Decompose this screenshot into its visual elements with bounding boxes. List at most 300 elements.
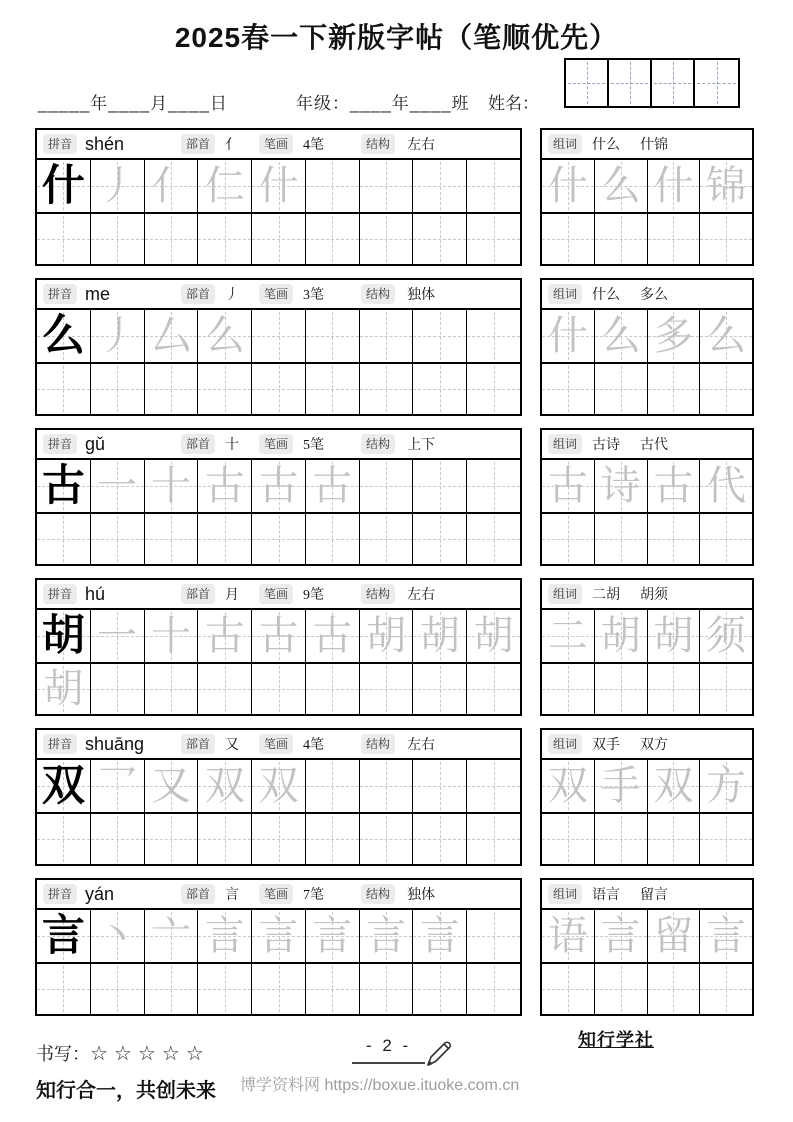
practice-cell [306,310,360,362]
practice-cell [467,364,520,414]
words-label: 组词 [548,134,582,154]
practice-cell [467,214,520,264]
words-label: 组词 [548,284,582,304]
practice-cell [542,610,595,662]
pinyin-label: 拼音 [43,284,77,304]
character-section [35,578,793,716]
practice-cell [37,514,91,564]
word-guide-row [542,160,752,212]
practice-cell [542,460,595,512]
practice-cell [252,814,306,864]
practice-cell [542,814,595,864]
practice-cell [542,760,595,812]
guide-character: 十 [150,613,191,658]
practice-cell [595,664,648,714]
guide-character: 言 [258,913,299,958]
pinyin-value: me [85,283,111,304]
guide-character: 胡 [419,613,460,658]
practice-cell [360,964,414,1014]
main-character: 胡 [41,612,85,660]
word-item: 留言 [640,888,669,903]
guide-character: 么 [204,313,245,358]
practice-cell [91,160,145,212]
main-character: 双 [41,762,85,810]
practice-cell [145,214,199,264]
practice-cell [91,610,145,662]
pinyin-label: 拼音 [43,434,77,454]
footer-slogan: 知行合一，共创未来 [36,1080,216,1102]
guide-character: 胡 [473,613,514,658]
words-value [592,584,688,604]
word-practice-row [542,212,752,264]
practice-cell [542,964,595,1014]
practice-cell [700,910,752,962]
radical-label: 部首 [181,884,215,904]
practice-cell [306,610,360,662]
practice-cell [595,310,648,362]
practice-cell [252,214,306,264]
practice-cell [700,610,752,662]
practice-cell [252,310,306,362]
practice-cell [413,460,467,512]
practice-row [37,812,520,864]
practice-cell [648,760,701,812]
words-label: 组词 [548,434,582,454]
main-character-cell [37,310,91,362]
page-number-wrap [352,1036,425,1064]
practice-cell [648,664,701,714]
practice-cell [467,610,520,662]
practice-cell [252,610,306,662]
word-guide-row [542,910,752,962]
practice-cell [700,364,752,414]
guide-character: 古 [312,463,353,508]
structure-label: 结构 [361,584,395,604]
word-practice-row [542,812,752,864]
word-item: 语言 [592,888,621,903]
practice-cell [145,364,199,414]
practice-cell [648,214,701,264]
name-grid-cell [695,60,738,106]
word-guide-row [542,610,752,662]
guide-character: 留 [653,913,694,958]
practice-cell [145,610,199,662]
star-rating: ☆☆☆☆☆ [90,1043,210,1065]
word-practice-row [542,512,752,564]
practice-cell [252,160,306,212]
guide-character: 一 [97,613,138,658]
practice-cell [542,364,595,414]
stroke-order-row [37,460,520,512]
stroke-order-row [37,910,520,962]
strokes-label: 笔画 [259,284,293,304]
pinyin-label: 拼音 [43,884,77,904]
main-character: 什 [41,162,85,210]
guide-character: 诗 [600,463,641,508]
guide-character: 古 [258,613,299,658]
practice-cell [306,364,360,414]
main-character-cell [37,760,91,812]
guide-character: 二 [547,613,588,658]
guide-character: 厶 [150,313,191,358]
strokes-value: 5笔 [303,438,325,453]
practice-cell [648,160,701,212]
guide-character: 么 [600,163,641,208]
stroke-order-row [37,310,520,362]
guide-character: 胡 [43,666,84,711]
structure-label: 结构 [361,434,395,454]
practice-cell [145,310,199,362]
structure-label: 结构 [361,284,395,304]
name-grid-cell [566,60,609,106]
word-practice-block [540,128,754,266]
practice-cell [413,664,467,714]
grade-class-blank-line: 年级：____年____班 [296,94,470,113]
practice-cell [198,760,252,812]
word-item: 二胡 [592,588,621,603]
word-item: 什么 [592,138,621,153]
radical-label: 部首 [181,284,215,304]
main-character-cell [37,610,91,662]
guide-character: 古 [547,463,588,508]
guide-character: 胡 [600,613,641,658]
practice-cell [306,760,360,812]
pinyin-value: hú [85,583,106,604]
practice-cell [648,364,701,414]
practice-cell [306,214,360,264]
pinyin-label: 拼音 [43,584,77,604]
guide-character: 双 [258,763,299,808]
guide-character: 么 [600,313,641,358]
pinyin-label: 拼音 [43,134,77,154]
practice-cell [413,964,467,1014]
strokes-value: 9笔 [303,588,325,603]
practice-cell [198,910,252,962]
practice-cell [145,160,199,212]
stroke-practice-block [35,878,522,1016]
radical-value: 月 [225,588,240,603]
guide-character: 什 [547,163,588,208]
practice-cell [145,460,199,512]
strokes-label: 笔画 [259,584,293,604]
stroke-practice-block [35,278,522,416]
words-info-row [542,130,752,160]
guide-character: 丿 [97,313,138,358]
practice-cell [467,160,520,212]
word-guide-row [542,760,752,812]
structure-value: 左右 [407,588,436,603]
practice-cell [595,364,648,414]
word-item: 古代 [640,438,669,453]
name-grid-cell [609,60,652,106]
practice-cell [145,964,199,1014]
practice-cell [360,814,414,864]
practice-cell [91,964,145,1014]
strokes-label: 笔画 [259,134,293,154]
strokes-label: 笔画 [259,884,293,904]
strokes-value: 7笔 [303,888,325,903]
guide-character: 仁 [204,163,245,208]
guide-character: 又 [150,763,191,808]
practice-cell [648,310,701,362]
guide-character: 方 [706,763,747,808]
practice-cell [91,814,145,864]
practice-cell [595,460,648,512]
practice-cell [595,160,648,212]
word-item: 双手 [592,738,621,753]
practice-cell [306,814,360,864]
practice-cell [252,364,306,414]
practice-cell [700,214,752,264]
main-character: 古 [41,462,85,510]
guide-character: 亻 [150,163,191,208]
page-title: 2025春一下新版字帖（笔顺优先） [174,22,619,53]
guide-character: 什 [547,313,588,358]
practice-cell [360,664,414,714]
guide-character: 言 [706,913,747,958]
guide-character: 胡 [653,613,694,658]
words-info-row [542,430,752,460]
character-info-row [37,580,520,610]
guide-character: 古 [258,463,299,508]
practice-row [37,212,520,264]
practice-cell [91,214,145,264]
practice-cell [306,664,360,714]
practice-row [37,962,520,1014]
practice-cell [467,310,520,362]
practice-cell [595,214,648,264]
practice-cell [91,364,145,414]
name-grid-cell [652,60,695,106]
structure-value: 左右 [407,138,436,153]
word-practice-block [540,878,754,1016]
practice-cell [700,160,752,212]
practice-cell [467,760,520,812]
words-label: 组词 [548,884,582,904]
structure-value: 上下 [407,438,436,453]
stroke-order-row [37,160,520,212]
practice-cell [467,814,520,864]
practice-cell [91,664,145,714]
practice-cell [595,760,648,812]
practice-cell [145,760,199,812]
practice-cell [198,814,252,864]
radical-value: 十 [225,438,240,453]
practice-cell [542,214,595,264]
stroke-order-row [37,610,520,662]
word-practice-block [540,578,754,716]
practice-cell [91,910,145,962]
practice-row [37,512,520,564]
guide-character: 语 [547,913,588,958]
structure-label: 结构 [361,734,395,754]
practice-cell [91,460,145,512]
practice-cell [542,664,595,714]
character-sections [35,128,793,1016]
guide-character: 什 [653,163,694,208]
character-section [35,878,793,1016]
structure-label: 结构 [361,884,395,904]
practice-cell [360,460,414,512]
practice-cell [198,214,252,264]
guide-character: 代 [706,463,747,508]
words-value [592,134,688,154]
practice-cell [91,310,145,362]
practice-cell [700,664,752,714]
practice-cell [413,160,467,212]
practice-cell [252,514,306,564]
practice-cell [360,610,414,662]
radical-value: 丿 [225,288,240,303]
pinyin-label: 拼音 [43,734,77,754]
page-number: - 2 - [352,1036,425,1064]
guide-character: 一 [97,463,138,508]
practice-cell [198,364,252,414]
word-practice-block [540,428,754,566]
radical-label: 部首 [181,434,215,454]
practice-cell [595,814,648,864]
practice-cell [252,910,306,962]
guide-character: 言 [204,913,245,958]
writing-label: 书写： [36,1044,90,1064]
strokes-label: 笔画 [259,734,293,754]
name-grid [564,58,740,108]
strokes-value: 4笔 [303,138,325,153]
words-info-row [542,880,752,910]
practice-cell [145,814,199,864]
practice-cell [37,814,91,864]
main-character: 言 [41,912,85,960]
strokes-value: 4笔 [303,738,325,753]
guide-character: 言 [419,913,460,958]
pinyin-value: shén [85,133,125,154]
character-info-row [37,730,520,760]
practice-cell [306,514,360,564]
word-item: 什么 [592,288,621,303]
practice-cell [252,664,306,714]
structure-value: 独体 [407,288,436,303]
practice-cell [198,964,252,1014]
word-practice-block [540,728,754,866]
practice-cell [648,910,701,962]
practice-cell [145,664,199,714]
character-info-row [37,880,520,910]
words-label: 组词 [548,584,582,604]
radical-value: 言 [225,888,240,903]
word-guide-row [542,310,752,362]
guide-character: 双 [204,763,245,808]
stroke-practice-block [35,128,522,266]
practice-cell [252,964,306,1014]
practice-cell [252,760,306,812]
practice-cell [700,814,752,864]
practice-cell [91,514,145,564]
radical-label: 部首 [181,134,215,154]
guide-character: 么 [706,313,747,358]
word-practice-row [542,662,752,714]
stroke-order-row [37,760,520,812]
practice-cell [413,760,467,812]
character-info-row [37,430,520,460]
practice-cell [595,910,648,962]
practice-cell [595,610,648,662]
practice-cell [360,514,414,564]
word-practice-row [542,962,752,1014]
word-guide-row [542,460,752,512]
structure-value: 左右 [407,738,436,753]
practice-cell [648,814,701,864]
practice-cell [648,460,701,512]
practice-cell [198,514,252,564]
practice-cell [413,610,467,662]
practice-cell [700,964,752,1014]
practice-cell [37,214,91,264]
main-character-cell [37,910,91,962]
character-section [35,128,793,266]
guide-character: 胡 [366,613,407,658]
words-info-row [542,730,752,760]
stroke-practice-block [35,728,522,866]
stroke-practice-block [35,428,522,566]
character-info-row [37,130,520,160]
practice-cell [700,460,752,512]
stroke-practice-block [35,578,522,716]
guide-character: 亠 [150,913,191,958]
words-value [592,734,688,754]
pinyin-value: gǔ [85,433,106,454]
practice-cell [360,364,414,414]
word-item: 多么 [640,288,669,303]
practice-cell [467,664,520,714]
practice-cell [37,364,91,414]
character-info-row [37,280,520,310]
guide-character: 双 [547,763,588,808]
strokes-value: 3笔 [303,288,325,303]
practice-cell [700,514,752,564]
practice-cell [700,310,752,362]
word-item: 胡须 [640,588,669,603]
guide-character: 古 [312,613,353,658]
practice-cell [360,214,414,264]
practice-row [37,662,520,714]
guide-character: 多 [653,313,694,358]
practice-cell [306,910,360,962]
pencil-icon [421,1036,455,1075]
radical-label: 部首 [181,584,215,604]
practice-cell [542,514,595,564]
guide-character: 手 [600,763,641,808]
practice-cell [198,460,252,512]
practice-cell [252,460,306,512]
structure-value: 独体 [407,888,436,903]
radical-value: 亻 [225,138,240,153]
practice-cell [91,760,145,812]
practice-cell [413,814,467,864]
guide-character: 须 [706,613,747,658]
pinyin-value: shuāng [85,733,145,754]
main-character: 么 [41,312,85,360]
practice-cell [360,910,414,962]
practice-cell [467,910,520,962]
guide-character: 古 [653,463,694,508]
practice-cell [360,310,414,362]
guide-character: 言 [312,913,353,958]
radical-label: 部首 [181,734,215,754]
practice-cell [306,160,360,212]
strokes-label: 笔画 [259,434,293,454]
guide-character: 丿 [97,163,138,208]
practice-cell [306,964,360,1014]
